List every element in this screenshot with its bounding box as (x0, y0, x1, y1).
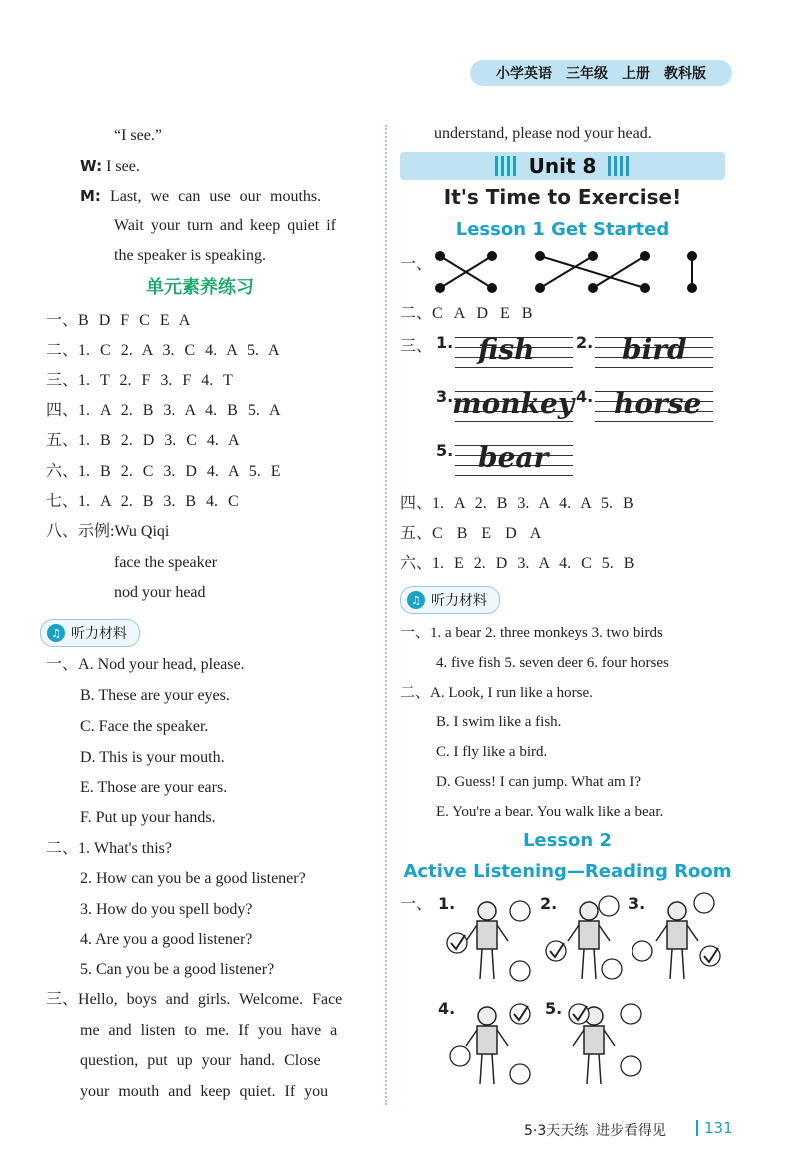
practice-row: 二、1. C 2. A 3. C 4. A 5. A (46, 342, 280, 359)
practice-row: 五、1. B 2. D 3. C 4. A (46, 432, 240, 449)
answer-circle (510, 961, 530, 981)
answer-circle (450, 1046, 470, 1066)
footer-brand: 5·3天天练 (524, 1123, 589, 1139)
handwritten-word: bear (478, 441, 549, 474)
word-number: 5. (436, 441, 454, 460)
header-subject: 小学英语 (496, 66, 552, 82)
listening-line: B. I swim like a fish. (436, 714, 562, 730)
answer-circle (632, 941, 652, 961)
handwritten-word: horse (614, 387, 702, 420)
listening-label-left: ♫ 听力材料 (40, 619, 140, 647)
listening-line: E. You're a bear. You walk like a bear. (436, 804, 664, 820)
page-number: 131 (704, 1119, 733, 1137)
q2-row: 二、C A D E B (400, 305, 533, 322)
q6-row: 六、1. E 2. D 3. A 4. C 5. B (400, 555, 635, 572)
person-illustration (442, 891, 537, 991)
person-illustration (632, 891, 727, 991)
practice-extra: face the speaker (114, 554, 218, 571)
answer-circle (694, 893, 714, 913)
person-illustration (442, 996, 537, 1096)
header-edition: 教科版 (664, 66, 706, 82)
handwritten-word: monkey (452, 387, 575, 420)
listening-line: D. Guess! I can jump. What am I? (436, 774, 642, 790)
listening-line: 4. five fish 5. seven deer 6. four horses (436, 655, 669, 671)
left-line: “I see.” (114, 127, 162, 144)
q4-row: 四、1. A 2. B 3. A 4. A 5. B (400, 495, 634, 512)
handwritten-word: fish (478, 333, 535, 366)
listening-line: 2. How can you be a good listener? (80, 870, 306, 887)
listening-line: 三、Hello, boys and girls. Welcome. Face (46, 991, 343, 1008)
listening-line: D. This is your mouth. (80, 749, 225, 766)
headphones-icon: ♫ (407, 591, 425, 609)
lesson1-title: Lesson 1 Get Started (455, 219, 670, 240)
left-line: W: I see. (80, 157, 140, 175)
header-term: 上册 (622, 66, 650, 82)
right-top-line: understand, please nod your head. (434, 125, 652, 142)
column-divider (385, 125, 387, 1105)
header-tag (470, 60, 732, 86)
unit-title: Unit 8 (528, 154, 597, 178)
practice-extra: nod your head (114, 584, 206, 601)
listening-line: 一、A. Nod your head, please. (46, 656, 245, 673)
answer-circle (602, 959, 622, 979)
lesson2-q-number: 一、 (400, 896, 433, 913)
q1-number: 一、 (400, 256, 433, 273)
listening-line: me and listen to me. If you have a (80, 1022, 338, 1039)
answer-circle (510, 1064, 530, 1084)
answer-circle (621, 1004, 641, 1024)
word-number: 2. (576, 333, 594, 352)
unit-subtitle: It's Time to Exercise! (443, 185, 682, 209)
listening-line: C. Face the speaker. (80, 718, 209, 735)
practice-row: 三、1. T 2. F 3. F 4. T (46, 372, 233, 389)
listening-line: 4. Are you a good listener? (80, 931, 253, 948)
listening-line: 一、1. a bear 2. three monkeys 3. two birds (400, 625, 663, 641)
answer-circle (621, 1056, 641, 1076)
figure-number: 5. (545, 999, 563, 1018)
left-line: the speaker is speaking. (114, 247, 266, 264)
answer-circle (510, 901, 530, 921)
person-illustration (544, 891, 639, 991)
left-line: Wait your turn and keep quiet if (114, 217, 336, 234)
q3-number: 三、 (400, 338, 433, 355)
practice-row: 七、1. A 2. B 3. B 4. C (46, 493, 239, 510)
listening-line: 5. Can you be a good listener? (80, 961, 275, 978)
practice-row: 一、B D F C E A (46, 312, 191, 329)
footer-divider (696, 1120, 698, 1136)
figure-number: 4. (438, 999, 456, 1018)
practice-row: 六、1. B 2. C 3. D 4. A 5. E (46, 463, 281, 480)
left-line: M: Last, we can use our mouths. (80, 187, 322, 205)
listening-line: 二、A. Look, I run like a horse. (400, 685, 593, 701)
listening-line: E. Those are your ears. (80, 779, 228, 796)
word-number: 1. (436, 333, 454, 352)
q5-row: 五、C B E D A (400, 525, 542, 542)
listening-line: question, put up your hand. Close (80, 1052, 321, 1069)
listening-line: C. I fly like a bird. (436, 744, 548, 760)
lesson2-subtitle: Active Listening—Reading Room (403, 861, 732, 882)
headphones-icon: ♫ (47, 624, 65, 642)
listening-label-right: ♫ 听力材料 (400, 586, 500, 614)
figure-number: 1. (438, 894, 456, 913)
matching-diagram (430, 248, 700, 298)
practice-row: 八、示例:Wu Qiqi (46, 523, 170, 540)
footer-slogan: 进步看得见 (596, 1123, 666, 1139)
figure-number: 2. (540, 894, 558, 913)
unit-practice-title: 单元素养练习 (146, 277, 254, 298)
listening-line: B. These are your eyes. (80, 687, 230, 704)
listening-line: F. Put up your hands. (80, 809, 216, 826)
answer-circle (599, 896, 619, 916)
lesson2-title: Lesson 2 (522, 830, 613, 851)
header-grade: 三年级 (566, 66, 608, 82)
listening-line: 二、1. What's this? (46, 840, 172, 857)
listening-line: your mouth and keep quiet. If you (80, 1083, 329, 1100)
listening-line: 3. How do you spell body? (80, 901, 253, 918)
practice-row: 四、1. A 2. B 3. A 4. B 5. A (46, 402, 281, 419)
word-number: 4. (576, 387, 594, 406)
handwritten-word: bird (622, 333, 687, 366)
person-illustration (549, 996, 644, 1096)
figure-number: 3. (628, 894, 646, 913)
word-number: 3. (436, 387, 454, 406)
